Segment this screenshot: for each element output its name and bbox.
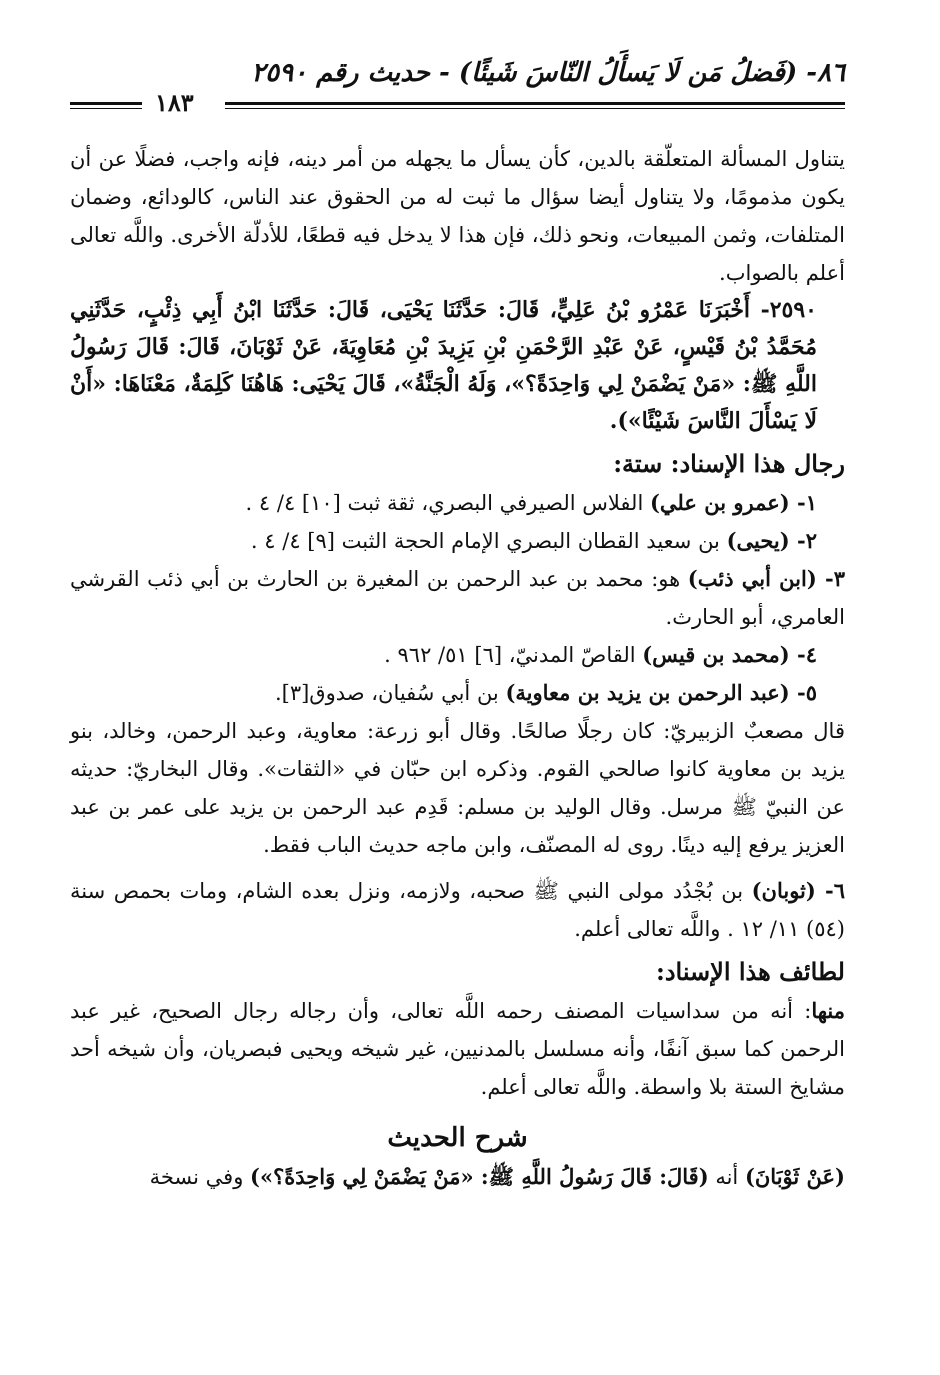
commentary-quote: (عَنْ ثَوْبَانَ) xyxy=(744,1164,845,1189)
narrators-heading: رجال هذا الإسناد: ستة: xyxy=(613,449,845,478)
narrator-detail: قال مصعبٌ الزبيريّ: كان رجلًا صالحًا. وقال أبو زرعة: معاوية، وعبد الرحمن، وخالد، بنو يزيد بن معاوية كانوا صالحي القوم. وذكره ابن حبّان في «الثقات». وقال البخاريّ: حديثه عن النبيّ ﷺ مرسل. وقال الوليد بن مسلم: قَدِم عبد الرحمن بن يزيد على عمر بن عبد العزيز يرفع إليه دينًا. روى له المصنّف، وابن ماجه حديث الباب فقط. xyxy=(70,719,845,857)
chapter-title: ٨٦- (فَضلُ مَن لَا يَسأَلُ النّاسَ شَيئًا) - حديث رقم ٢٥٩٠ xyxy=(251,58,845,88)
narrator-item xyxy=(70,484,845,522)
page-header xyxy=(70,58,845,116)
page-number: ١٨٣ xyxy=(155,88,194,117)
subtleties-text: : أنه من سداسيات المصنف رحمه اللَّه تعالى، وأن رجاله رجال الصحيح، غير عبد الرحمن كما سبق آنفًا، وأنه مسلسل بالمدنيين، غير شيخه ويحيى فبصريان، وأن شيخه أحد مشايخ الستة بلا واسطة. واللَّه تعالى أعلم. xyxy=(70,999,845,1099)
page-body xyxy=(70,140,845,1196)
narrator-name: ٦- (ثوبان) xyxy=(751,878,845,903)
subtleties-heading: لطائف هذا الإسناد: xyxy=(655,957,845,986)
narrator-name: ٥- (عبد الرحمن بن يزيد بن معاوية) xyxy=(505,680,817,705)
narrator-item xyxy=(70,636,845,674)
header-rule xyxy=(225,102,845,109)
narrator-text: الفلاس الصيرفي البصري، ثقة ثبت [١٠] ٤/ ٤ . xyxy=(245,491,650,515)
commentary-paragraph xyxy=(70,1158,845,1196)
commentary-text: وفي نسخة xyxy=(149,1165,251,1189)
narrator-text: بن أبي سُفيان، صدوق[٣]. xyxy=(274,681,506,705)
commentary-quote: (قَالَ: قَالَ رَسُولُ اللَّهِ ﷺ: «مَنْ يَضْمَنْ لِي وَاحِدَةً؟») xyxy=(250,1164,709,1189)
subtleties-paragraph xyxy=(70,992,845,1106)
narrator-item xyxy=(70,872,845,948)
hadith-text: ٢٥٩٠- أَخْبَرَنَا عَمْرُو بْنُ عَلِيٍّ، قَالَ: حَدَّثَنَا يَحْيَى، قَالَ: حَدَّثَنَا ابْنُ أَبِي ذِئْبٍ، حَدَّثَنِي مُحَمَّدُ بْنُ قَيْسٍ، عَنْ عَبْدِ الرَّحْمَنِ بْنِ يَزِيدَ بْنِ مُعَاوِيَةَ، عَنْ ثَوْبَانَ، قَالَ: قَالَ رَسُولُ اللَّهِ ﷺ: «مَنْ يَضْمَنْ لِي وَاحِدَةً؟»، وَلَهُ الْجَنَّةُ»، قَالَ يَحْيَى: هَاهُنَا كَلِمَةٌ، مَعْنَاهَا: «أَنْ لَا يَسْأَلَ النَّاسَ شَيْئًا»). xyxy=(70,297,817,434)
narrator-name: ٢- (يحيى) xyxy=(726,528,817,553)
narrator-text: القاصّ المدنيّ، [٦] ٥١/ ٩٦٢ . xyxy=(384,643,643,667)
narrator-item xyxy=(70,674,845,712)
narrator-item xyxy=(70,522,845,560)
narrator-text: بن بُجْدُد مولى النبي ﷺ صحبه، ولازمه، ونزل بعده الشام، ومات بحمص سنة (٥٤) ١١/ ١٢ . واللَّه تعالى أعلم. xyxy=(70,879,845,941)
narrator-item xyxy=(70,560,845,636)
narrator-name: ٣- (ابن أبي ذئب) xyxy=(687,566,845,591)
document-page xyxy=(70,58,845,1196)
intro-paragraph: يتناول المسألة المتعلّقة بالدين، كأن يسأل ما يجهله من أمر دينه، فإنه واجب، فضلًا عن أن يكون مذمومًا، ولا يتناول أيضا سؤال ما ثبت له من الحقوق عند الناس، كالودائع، وضمان المتلفات، وثمن المبيعات، ونحو ذلك، فإن هذا لا يدخل فيه قطعًا، للأدلّة الأخرى. واللَّه تعالى أعلم بالصواب. xyxy=(70,147,845,285)
narrator-text: بن سعيد القطان البصري الإمام الحجة الثبت [٩] ٤/ ٤ . xyxy=(250,529,727,553)
commentary-heading: شرح الحديث xyxy=(387,1123,528,1153)
narrator-name: ٤- (محمد بن قيس) xyxy=(642,642,817,667)
subtleties-lead: منها xyxy=(811,998,845,1023)
commentary-text: أنه xyxy=(708,1165,745,1189)
header-rule-short xyxy=(70,102,142,109)
narrator-text: هو: محمد بن عبد الرحمن بن المغيرة بن الحارث بن أبي ذئب القرشي العامري، أبو الحارث. xyxy=(70,567,845,629)
narrator-name: ١- (عمرو بن علي) xyxy=(649,490,817,515)
